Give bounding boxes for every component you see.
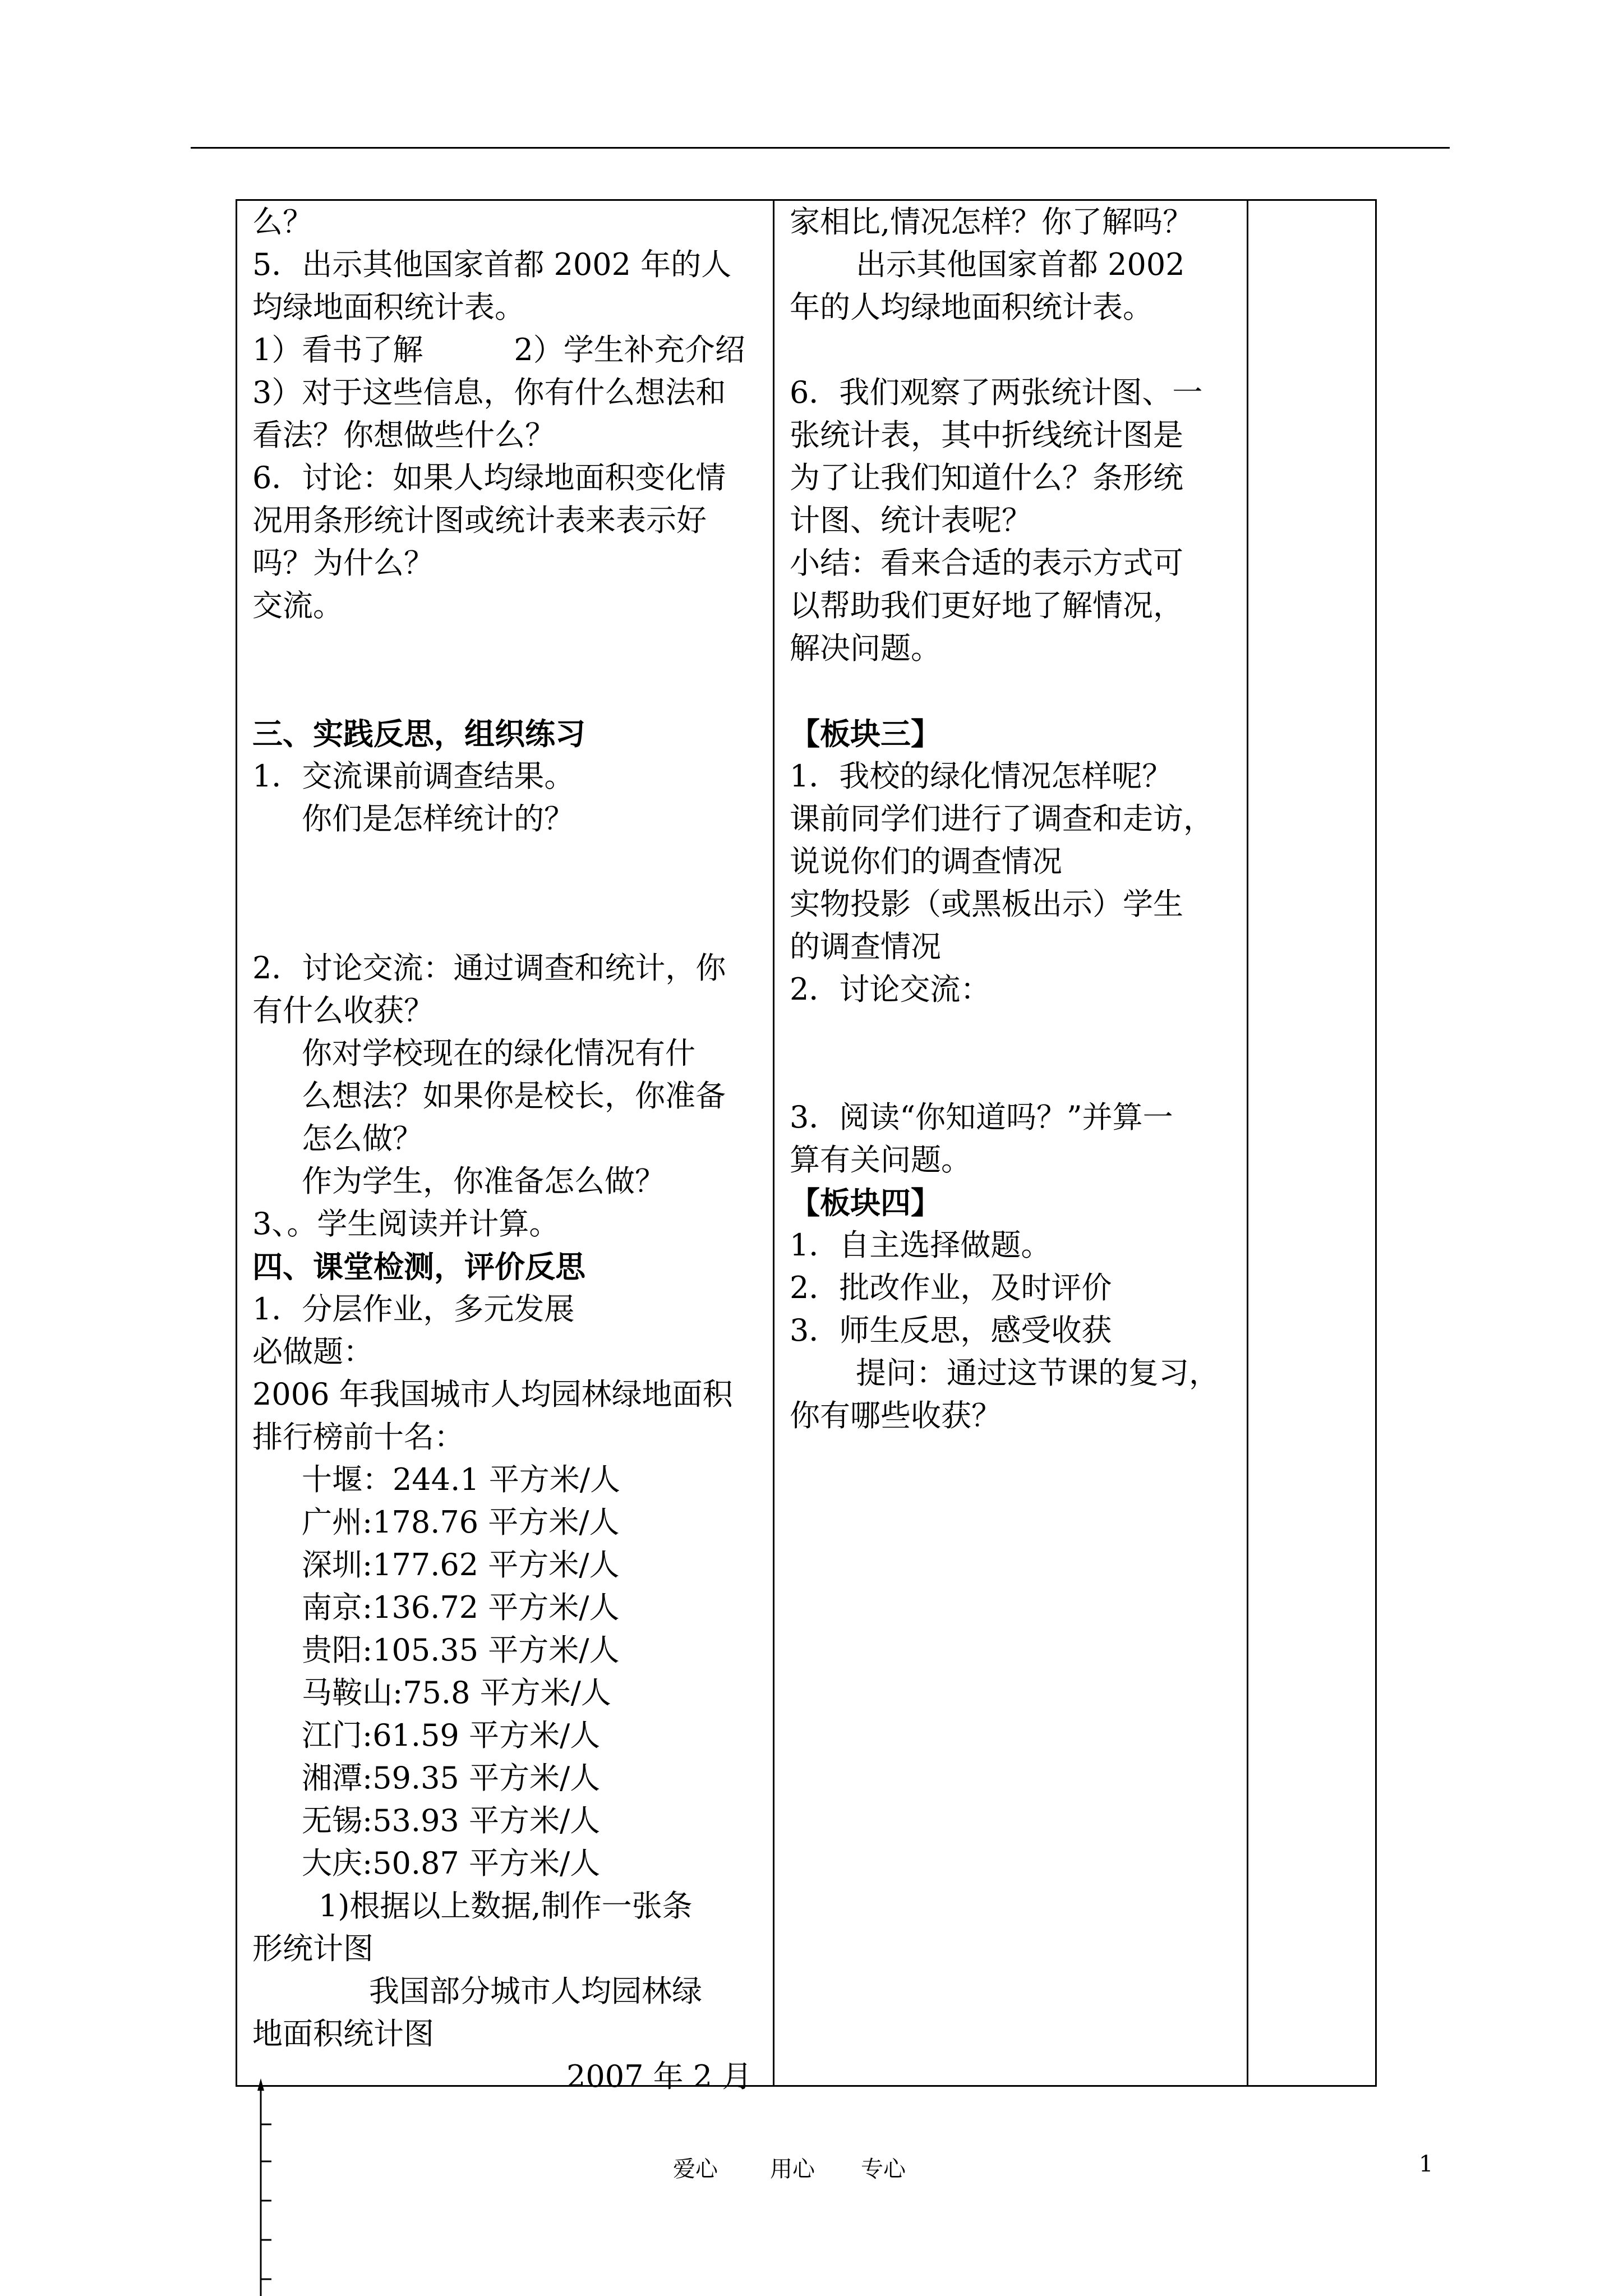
lesson-plan-table	[236, 199, 1377, 2094]
text-line: 有什么收获？	[252, 993, 434, 1028]
text-line: 3．阅读“你知道吗？”并算一	[790, 1099, 1173, 1135]
text-line: 6．我们观察了两张统计图、一	[790, 375, 1203, 410]
text-line: 2006 年我国城市人均园林绿地面积	[252, 1377, 733, 1412]
text-line: 计图、统计表呢？	[790, 503, 1032, 538]
text-line: 以帮助我们更好地了解情况，	[790, 588, 1183, 623]
page-number: 1	[1419, 2151, 1433, 2177]
city-entry: 南京:136.72 平方米/人	[302, 1590, 620, 1625]
text-line: 2．批改作业，及时评价	[790, 1270, 1112, 1305]
text-line: 年的人均绿地面积统计表。	[790, 289, 1153, 325]
text-line: 么？	[252, 204, 313, 240]
text-line: 1）看书了解 2）学生补充介绍	[252, 332, 745, 367]
chart-title-line: 地面积统计图	[252, 2016, 434, 2051]
section-heading: 【板块四】	[790, 1185, 941, 1221]
footer-motto-2: 用心	[770, 2156, 815, 2182]
text-line: 3）对于这些信息，你有什么想法和	[252, 375, 726, 410]
text-line: 6．讨论：如果人均绿地面积变化情	[252, 460, 726, 495]
text-line: 么想法？如果你是校长，你准备	[302, 1078, 726, 1114]
text-line: 作为学生，你准备怎么做？	[302, 1163, 665, 1199]
city-entry: 湘潭:59.35 平方米/人	[302, 1760, 601, 1796]
footer-motto-1: 爱心	[673, 2156, 718, 2182]
text-line: 说说你们的调查情况	[790, 844, 1062, 879]
text-line: 实物投影（或黑板出示）学生	[790, 886, 1183, 922]
text-line: 看法？你想做些什么？	[252, 417, 555, 453]
text-line: 均绿地面积统计表。	[252, 289, 525, 325]
city-entry: 广州:178.76 平方米/人	[302, 1504, 620, 1540]
text-line: 小结：看来合适的表示方式可	[790, 545, 1183, 581]
text-line: 5．出示其他国家首都 2002 年的人	[252, 247, 732, 282]
text-line: 3．师生反思，感受收获	[790, 1313, 1112, 1348]
text-line: 你们是怎样统计的？	[302, 801, 574, 836]
text-line: 1．交流课前调查结果。	[252, 758, 575, 794]
text-line: 2．讨论交流：	[790, 972, 991, 1007]
chart-axis	[257, 2078, 274, 2296]
text-line: 的调查情况	[790, 929, 941, 964]
text-line: 张统计表，其中折线统计图是	[790, 417, 1183, 453]
city-entry: 大庆:50.87 平方米/人	[302, 1846, 601, 1881]
chart-title-line: 我国部分城市人均园林绿	[369, 1973, 702, 2009]
city-entry: 马鞍山:75.8 平方米/人	[302, 1675, 611, 1710]
text-line: 解决问题。	[790, 631, 941, 666]
city-entry: 深圳:177.62 平方米/人	[302, 1547, 620, 1582]
text-line: 必做题：	[252, 1334, 374, 1369]
right-column	[790, 201, 1219, 1437]
section-heading: 【板块三】	[790, 716, 941, 752]
text-line: 1．我校的绿化情况怎样呢？	[790, 758, 1173, 794]
city-entry: 贵阳:105.35 平方米/人	[302, 1632, 620, 1668]
text-line: 1)根据以上数据,制作一张条	[319, 1888, 693, 1924]
text-line: 1．分层作业，多元发展	[252, 1291, 575, 1327]
text-line: 怎么做？	[302, 1121, 423, 1156]
column-divider-1	[773, 201, 774, 2085]
text-line: 吗？为什么？	[252, 545, 434, 581]
city-entry: 无锡:53.93 平方米/人	[302, 1803, 601, 1838]
text-line: 算有关问题。	[790, 1142, 971, 1177]
text-line: 3、。学生阅读并计算。	[252, 1206, 560, 1241]
city-entry: 江门:61.59 平方米/人	[302, 1718, 601, 1753]
left-column	[252, 201, 752, 2098]
chart-date: 2007 年 2 月	[566, 2059, 753, 2094]
footer-motto-3: 专心	[861, 2156, 906, 2182]
column-divider-2	[1247, 201, 1248, 2085]
text-line: 排行榜前十名：	[252, 1419, 464, 1455]
text-line: 你有哪些收获？	[790, 1398, 1002, 1433]
text-line: 提问：通过这节课的复习，	[856, 1355, 1219, 1391]
section-heading: 三、实践反思，组织练习	[252, 716, 585, 752]
text-line: 课前同学们进行了调查和走访，	[790, 801, 1214, 836]
text-line: 为了让我们知道什么？条形统	[790, 460, 1183, 495]
text-line: 交流。	[252, 588, 343, 623]
text-line: 况用条形统计图或统计表来表示好	[252, 503, 707, 538]
text-line: 你对学校现在的绿化情况有什	[302, 1036, 695, 1071]
city-entry: 十堰：244.1 平方米/人	[302, 1462, 620, 1497]
text-line: 家相比,情况怎样？你了解吗？	[790, 204, 1193, 240]
text-line: 2．讨论交流：通过调查和统计，你	[252, 950, 726, 986]
text-line: 出示其他国家首都 2002	[856, 247, 1185, 282]
header-rule	[191, 147, 1450, 149]
section-heading: 四、课堂检测，评价反思	[252, 1249, 585, 1285]
text-line: 形统计图	[252, 1931, 374, 1966]
text-line: 1．自主选择做题。	[790, 1227, 1052, 1263]
